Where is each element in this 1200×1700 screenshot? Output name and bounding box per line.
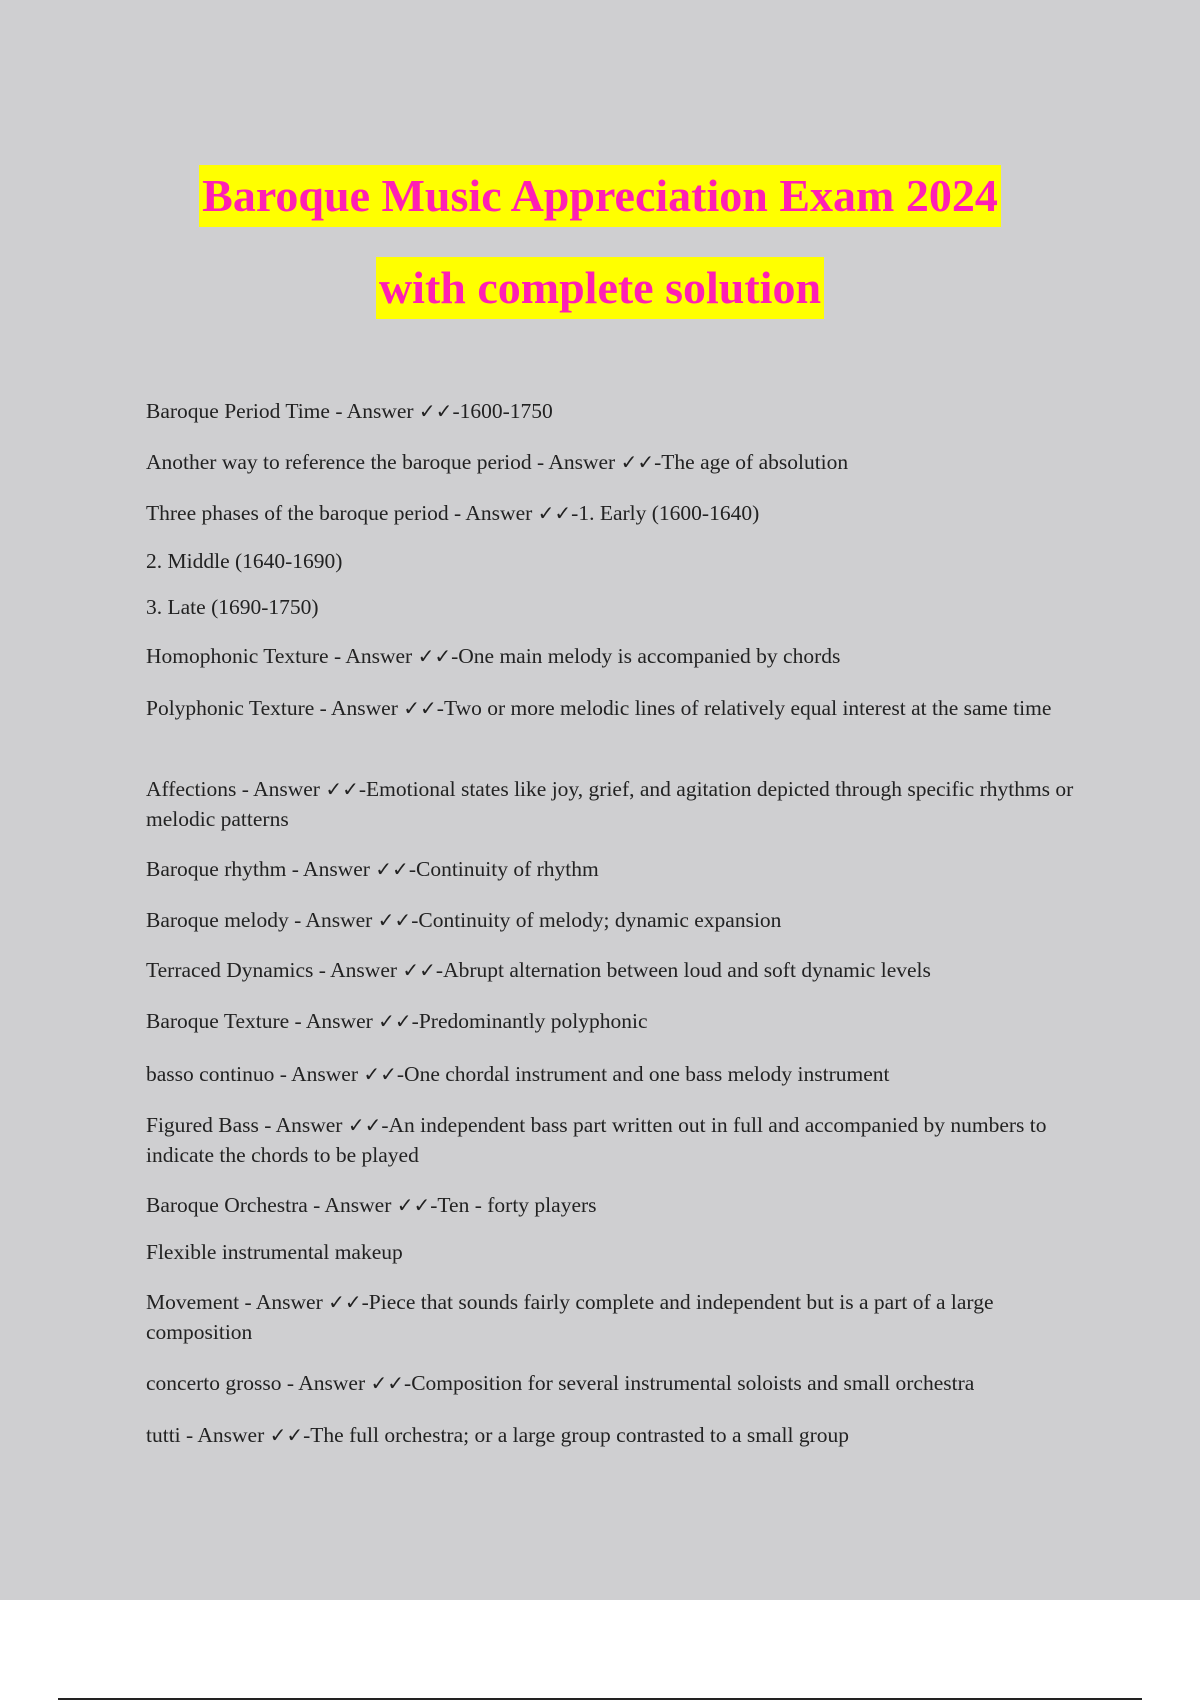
- check-icon: ✓✓: [370, 1371, 405, 1395]
- check-icon: ✓✓: [363, 1062, 397, 1086]
- check-icon: ✓✓: [377, 908, 412, 932]
- list-item: Three phases of the baroque period - Answer ✓✓-1. Early (1600-1640): [146, 501, 760, 525]
- check-icon: ✓✓: [403, 696, 437, 720]
- list-item: Another way to reference the baroque period - Answer ✓✓-The age of absolution: [146, 450, 849, 474]
- list-item: basso continuo - Answer ✓✓-One chordal instrument and one bass melody instrument: [146, 1062, 890, 1086]
- list-item: 2. Middle (1640-1690): [146, 549, 343, 573]
- list-item: Homophonic Texture - Answer ✓✓-One main melody is accompanied by chords: [146, 644, 841, 668]
- check-icon: ✓✓: [375, 857, 409, 881]
- document-title: [0, 165, 1200, 349]
- list-item: Baroque Orchestra - Answer ✓✓-Ten - forty players: [146, 1193, 597, 1217]
- list-item: Polyphonic Texture - Answer ✓✓-Two or more melodic lines of relatively equal interest at the same time: [146, 696, 1052, 720]
- list-item: Baroque Period Time - Answer ✓✓-1600-1750: [146, 399, 553, 423]
- list-item: concerto grosso - Answer ✓✓-Composition for several instrumental soloists and small orchestra: [146, 1371, 975, 1395]
- list-item: Figured Bass - Answer ✓✓-An independent bass part written out in full and accompanied by numbers to indicate the chords to be played: [146, 1113, 1047, 1167]
- check-icon: ✓✓: [417, 644, 452, 668]
- list-item: Flexible instrumental makeup: [146, 1240, 403, 1264]
- check-icon: ✓✓: [396, 1193, 431, 1217]
- title-line-1: Baroque Music Appreciation Exam 2024: [199, 165, 1001, 227]
- list-item: Terraced Dynamics - Answer ✓✓-Abrupt alternation between loud and soft dynamic levels: [146, 958, 931, 982]
- list-item: Baroque Texture - Answer ✓✓-Predominantly polyphonic: [146, 1009, 648, 1033]
- list-item: Movement - Answer ✓✓-Piece that sounds fairly complete and independent but is a part of a large composition: [146, 1290, 994, 1344]
- check-icon: ✓✓: [378, 1009, 412, 1033]
- title-line-2: with complete solution: [376, 257, 824, 319]
- check-icon: ✓✓: [537, 501, 572, 525]
- list-item: Baroque rhythm - Answer ✓✓-Continuity of rhythm: [146, 857, 599, 881]
- list-item: 3. Late (1690-1750): [146, 595, 319, 619]
- check-icon: ✓✓: [418, 399, 453, 423]
- check-icon: ✓✓: [347, 1113, 382, 1137]
- check-icon: ✓✓: [325, 777, 359, 801]
- check-icon: ✓✓: [269, 1423, 304, 1447]
- list-item: Affections - Answer ✓✓-Emotional states like joy, grief, and agitation depicted through specific rhythms or melodic patterns: [146, 777, 1074, 831]
- check-icon: ✓✓: [620, 450, 655, 474]
- check-icon: ✓✓: [402, 958, 436, 982]
- list-item: tutti - Answer ✓✓-The full orchestra; or a large group contrasted to a small group: [146, 1423, 850, 1447]
- check-icon: ✓✓: [328, 1290, 362, 1314]
- list-item: Baroque melody - Answer ✓✓-Continuity of melody; dynamic expansion: [146, 908, 782, 932]
